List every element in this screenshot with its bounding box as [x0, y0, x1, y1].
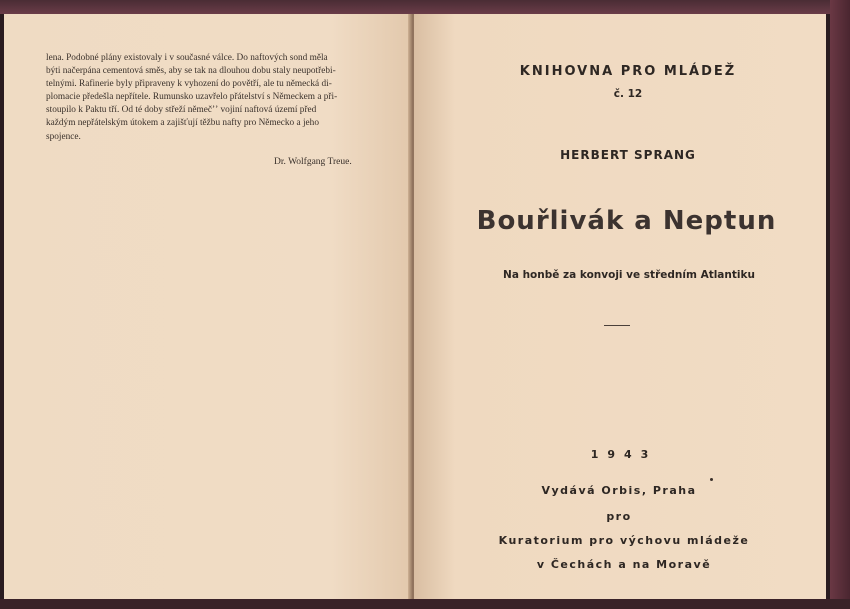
cover-edge-bottom [0, 599, 850, 609]
book-subtitle: Na honbě za konvoji ve středním Atlantiku [503, 269, 755, 281]
cover-edge-right [830, 0, 850, 609]
text-line: telnými. Rafinerie byly připraveny k vyhození do povětří, ale tu německá di- [46, 79, 332, 90]
left-page-text [46, 52, 374, 144]
publisher-line: Vydává Orbis, Praha [541, 484, 697, 497]
text-line: každým nepřátelským útokem a zajišťují těžbu nafty pro Německo a jeho [46, 118, 319, 129]
text-line: plomacie předešla nepřítele. Rumunsko uzavřelo přátelství s Německem a při- [46, 92, 338, 103]
right-page [414, 14, 826, 599]
series-number: č. 12 [613, 88, 643, 100]
publisher-line: pro [606, 510, 632, 523]
series-title: KNIHOVNA PRO MLÁDEŽ [519, 64, 737, 79]
publisher-line: v Čechách a na Moravě [536, 558, 712, 571]
left-page [4, 14, 412, 599]
text-line: lena. Podobné plány existovaly i v současné válce. Do naftových sond měla [46, 53, 328, 63]
author: HERBERT SPRANG [560, 148, 696, 162]
ink-speck [710, 478, 713, 481]
text-line: stoupilo k Paktu tří. Od té doby střeží němečʼʼ vojiní naftová území před [46, 105, 317, 116]
book-title: Bouřlivák a Neptun [476, 206, 777, 236]
text-line: býti načerpána cementová směs, aby se tak na dlouhou dobu staly neupotřebi- [46, 66, 336, 77]
publication-year: 1943 [590, 448, 658, 461]
separator-rule [604, 325, 630, 326]
signature: Dr. Wolfgang Treue. [274, 157, 352, 167]
cover-edge-top [0, 0, 850, 14]
publisher-line: Kuratorium pro výchovu mládeže [498, 534, 750, 547]
text-line: spojence. [46, 131, 81, 142]
